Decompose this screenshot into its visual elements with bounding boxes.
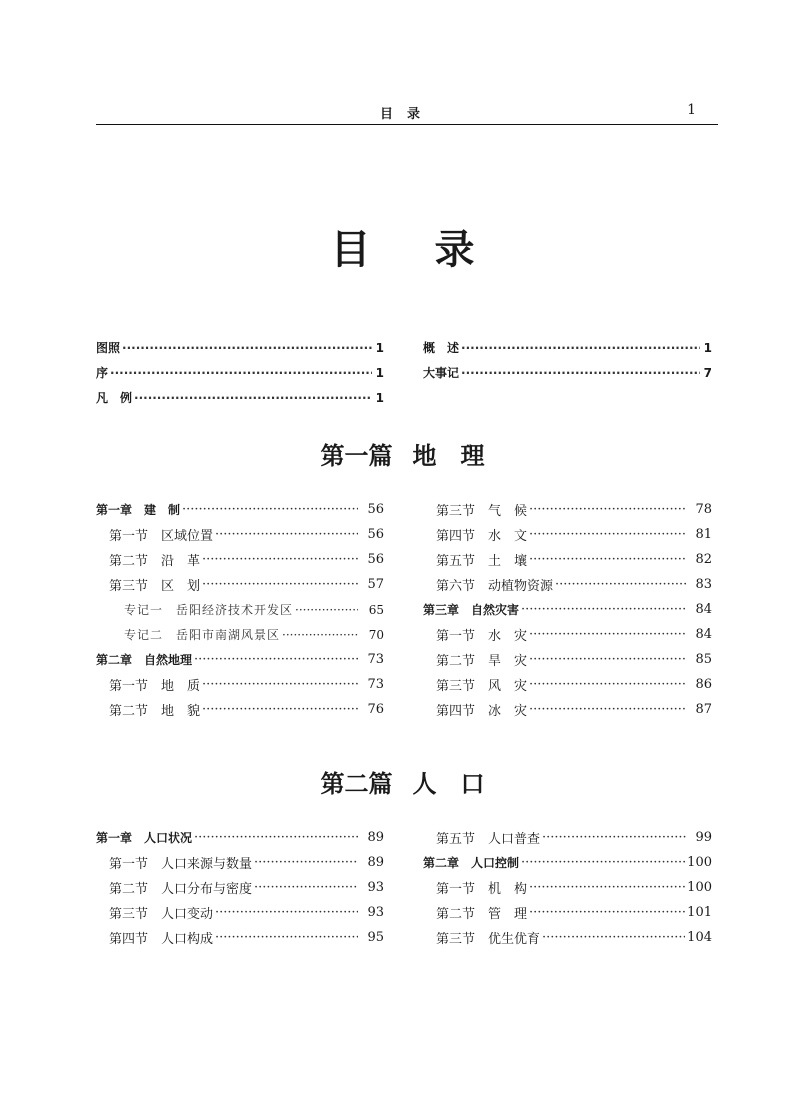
toc-section[interactable]: 第三节 区 划 ····· 57 <box>96 572 384 597</box>
toc-section[interactable]: 第一节 人口来源与数量 ····· 89 <box>96 850 384 875</box>
toc-section[interactable]: 第四节 人口构成 ····· 95 <box>96 925 384 950</box>
toc-chapter[interactable]: 第一章 人口状况 ····· 89 <box>96 825 384 850</box>
toc-chapter[interactable]: 第一章 建 制 ····· 56 <box>96 497 384 522</box>
toc-special-record[interactable]: 专记二 岳阳市南湖风景区 ····· 70 <box>96 622 384 647</box>
toc-section[interactable]: 第四节 水 文 ····· 81 <box>423 522 712 547</box>
toc-chapter[interactable]: 第二章 人口控制 ····· 100 <box>423 850 712 875</box>
toc-section[interactable]: 第二节 管 理 ····· 101 <box>423 900 712 925</box>
part2-left-column <box>96 825 384 950</box>
part1-right-column <box>423 497 712 722</box>
part2-title: 第二篇 人 口 <box>320 769 485 798</box>
front-matter-right <box>423 335 712 385</box>
toc-section[interactable]: 第五节 土 壤 ····· 82 <box>423 547 712 572</box>
toc-section[interactable]: 第二节 沿 革 ····· 56 <box>96 547 384 572</box>
toc-section[interactable]: 第一节 区域位置 ····· 56 <box>96 522 384 547</box>
toc-special-record[interactable]: 专记一 岳阳经济技术开发区 ····· 65 <box>96 597 384 622</box>
toc-section[interactable]: 第四节 冰 灾 ····· 87 <box>423 697 712 722</box>
toc-section[interactable]: 第六节 动植物资源 ····· 83 <box>423 572 712 597</box>
running-header <box>96 98 718 125</box>
toc-section[interactable]: 第三节 人口变动 ····· 93 <box>96 900 384 925</box>
page-number: 1 <box>687 102 696 118</box>
toc-section[interactable]: 第三节 风 灾 ····· 86 <box>423 672 712 697</box>
toc-section[interactable]: 第二节 旱 灾 ····· 85 <box>423 647 712 672</box>
part2-right-column <box>423 825 712 950</box>
toc-section[interactable]: 第一节 水 灾 ····· 84 <box>423 622 712 647</box>
toc-section[interactable]: 第二节 人口分布与密度 ····· 93 <box>96 875 384 900</box>
toc-entry[interactable]: 图照 ····· 1 <box>96 335 384 360</box>
toc-entry[interactable]: 大事记 ····· 7 <box>423 360 712 385</box>
toc-entry[interactable]: 概 述 ····· 1 <box>423 335 712 360</box>
toc-section[interactable]: 第五节 人口普查 ····· 99 <box>423 825 712 850</box>
toc-section[interactable]: 第二节 地 貌 ····· 76 <box>96 697 384 722</box>
main-title: 目录 <box>330 226 539 273</box>
toc-entry[interactable]: 凡 例 ····· 1 <box>96 385 384 410</box>
part1-left-column <box>96 497 384 722</box>
toc-chapter[interactable]: 第二章 自然地理 ····· 73 <box>96 647 384 672</box>
toc-section[interactable]: 第三节 优生优育 ····· 104 <box>423 925 712 950</box>
toc-section[interactable]: 第一节 机 构 ····· 100 <box>423 875 712 900</box>
front-matter-left <box>96 335 384 410</box>
toc-section[interactable]: 第三节 气 候 ····· 78 <box>423 497 712 522</box>
toc-chapter[interactable]: 第三章 自然灾害 ····· 84 <box>423 597 712 622</box>
toc-entry[interactable]: 序 ····· 1 <box>96 360 384 385</box>
running-title: 目录 <box>379 107 434 122</box>
part1-title: 第一篇 地 理 <box>320 441 485 470</box>
toc-section[interactable]: 第一节 地 质 ····· 73 <box>96 672 384 697</box>
